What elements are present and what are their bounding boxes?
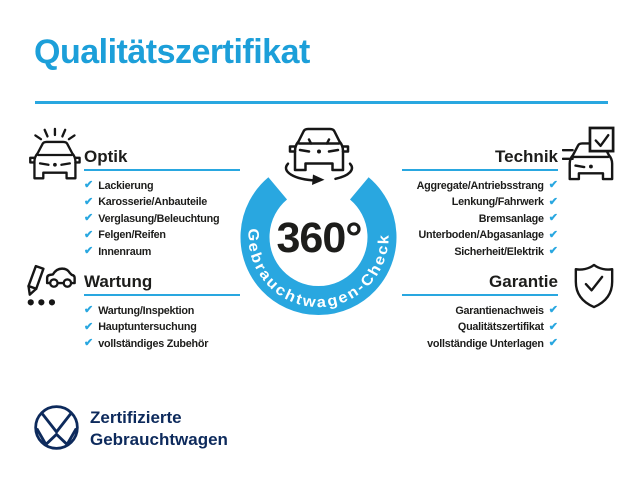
check-icon: ✔ [548, 337, 558, 350]
car-checkbox-icon [562, 125, 616, 183]
check-icon: ✔ [84, 337, 94, 350]
car-front-rotate-icon [290, 129, 348, 170]
checklist-optik [84, 178, 240, 261]
item-label: Wartung/Inspektion [98, 304, 195, 317]
list-item [402, 227, 558, 244]
item-label: Innenraum [98, 245, 152, 258]
check-icon: ✔ [548, 245, 558, 258]
item-label: Unterboden/Abgasanlage [418, 229, 544, 242]
item-label: Hauptuntersuchung [98, 321, 197, 334]
list-item [402, 244, 558, 261]
list-item [402, 194, 558, 211]
item-label: Lackierung [98, 179, 154, 192]
item-label: Qualitätszertifikat [457, 321, 544, 334]
list-item [402, 178, 558, 195]
section-underline-technik [402, 169, 558, 171]
list-item [84, 211, 240, 228]
list-item [84, 244, 240, 261]
section-underline-optik [84, 169, 240, 171]
item-label: Karosserie/Anbauteile [98, 196, 207, 209]
check-icon: ✔ [84, 212, 94, 225]
item-label: Lenkung/Fahrwerk [451, 196, 544, 209]
item-label: Verglasung/Beleuchtung [98, 212, 220, 225]
list-item [84, 194, 240, 211]
footer-line1: Zertifizierte [90, 408, 182, 427]
badge-360-check [225, 118, 415, 323]
item-label: Felgen/Reifen [98, 229, 166, 242]
car-front-shine-icon [27, 127, 81, 183]
item-label: Bremsanlage [478, 212, 544, 225]
check-icon: ✔ [84, 228, 94, 241]
pencil-car-checklist-icon [24, 258, 78, 312]
list-item [84, 178, 240, 195]
list-item [402, 211, 558, 228]
item-label: vollständiges Zubehör [98, 337, 209, 350]
section-title-optik: Optik [84, 147, 128, 166]
shield-check-icon [572, 261, 616, 311]
list-item [402, 336, 558, 353]
check-icon: ✔ [548, 228, 558, 241]
vw-logo [33, 404, 80, 451]
list-item [402, 303, 558, 320]
check-icon: ✔ [548, 320, 558, 333]
check-icon: ✔ [84, 304, 94, 317]
check-icon: ✔ [548, 179, 558, 192]
section-underline-garantie [402, 294, 558, 296]
page-title: Qualitätszertifikat [34, 33, 310, 71]
checklist-wartung [84, 303, 240, 353]
list-item [84, 336, 240, 353]
checklist-technik [402, 178, 558, 261]
footer-line2: Gebrauchtwagen [90, 429, 228, 449]
rotate-arrow-head [312, 175, 325, 186]
check-icon: ✔ [84, 179, 94, 192]
footer-brand-text [90, 407, 228, 450]
list-item [84, 303, 240, 320]
ring-label: Gebrauchtwagen-Check [244, 228, 393, 312]
check-icon: ✔ [548, 304, 558, 317]
check-icon: ✔ [548, 195, 558, 208]
check-icon: ✔ [84, 245, 94, 258]
check-icon: ✔ [84, 195, 94, 208]
item-label: vollständige Unterlagen [427, 337, 544, 350]
item-label: Garantienachweis [455, 304, 544, 317]
title-divider [35, 101, 608, 104]
list-item [84, 227, 240, 244]
section-underline-wartung [84, 294, 240, 296]
check-icon: ✔ [548, 212, 558, 225]
check-icon: ✔ [84, 320, 94, 333]
checklist-garantie [402, 303, 558, 353]
list-item [84, 319, 240, 336]
item-label: Aggregate/Antriebsstrang [416, 179, 544, 192]
item-label: Sicherheit/Elektrik [454, 245, 544, 258]
section-title-garantie: Garantie [489, 272, 558, 291]
section-title-wartung: Wartung [84, 272, 153, 291]
list-item [402, 319, 558, 336]
degree-label: 360° [276, 214, 362, 262]
section-title-technik: Technik [495, 147, 558, 166]
